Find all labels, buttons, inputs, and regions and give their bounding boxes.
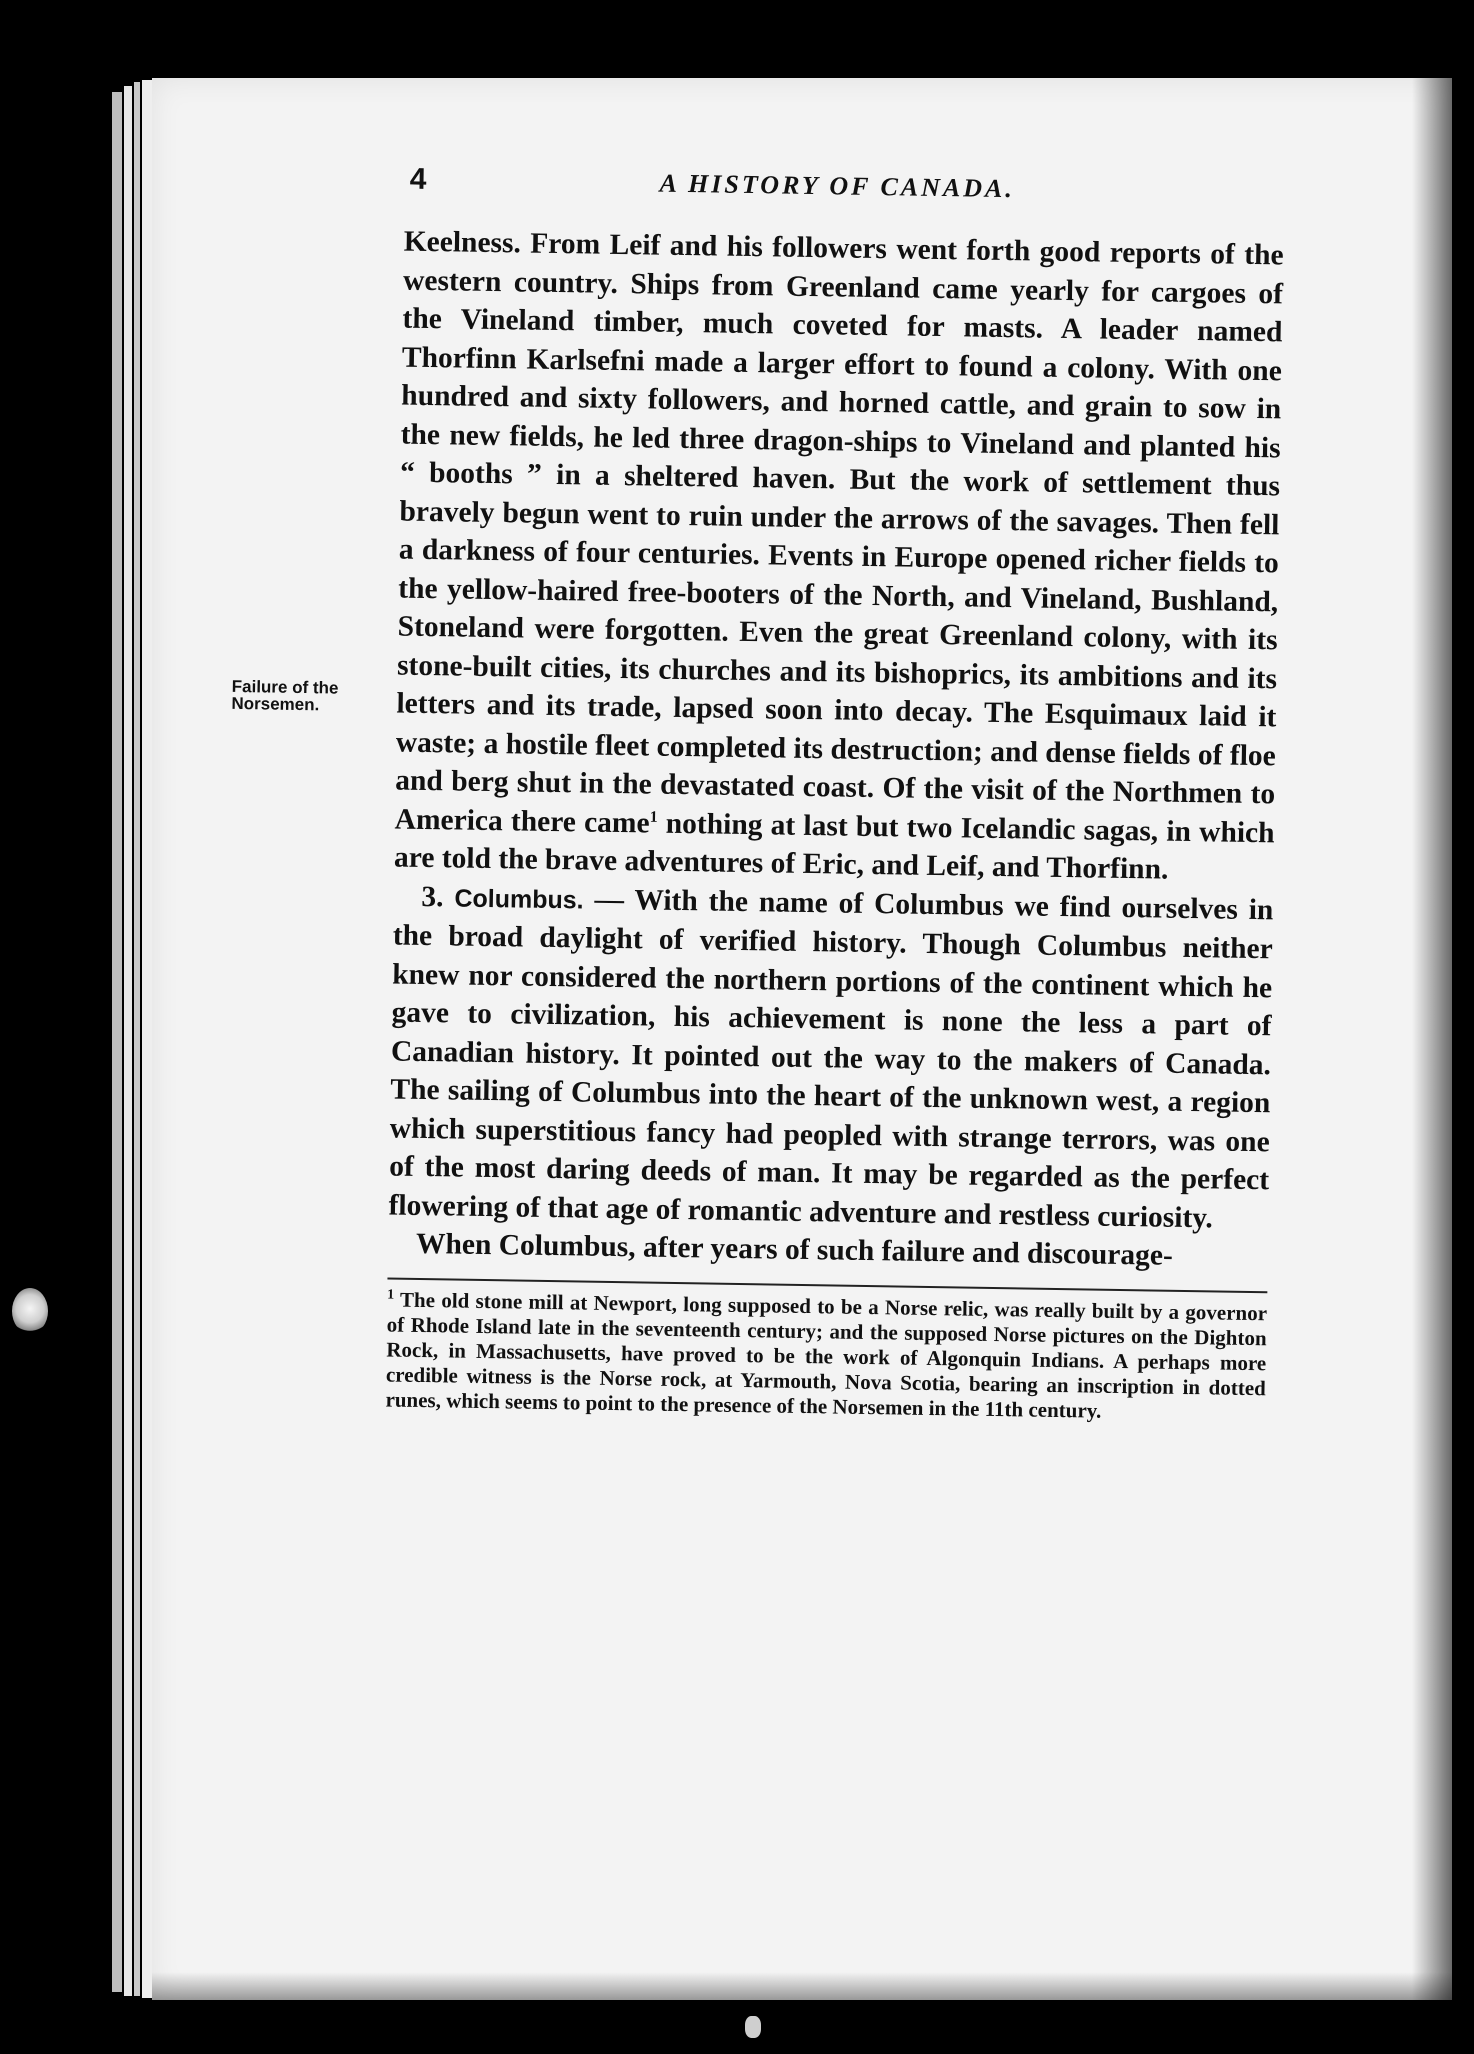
page-edge [124,86,132,1996]
page-edge [134,82,140,1996]
footnote [385,1287,1267,1426]
page-edge [112,92,122,1992]
margin-note [231,678,372,714]
margin-note-line: Norsemen. [231,693,320,715]
section-number: 3. [421,880,444,913]
paragraph [394,223,1284,891]
footnote-text: The old stone mill at Newport, long supposed to be a Norse relic, was really built by a governor of Rhode Island late in the seventeenth century; and the supposed Norse pictures on the Dighton Rock, in Massachusetts, have proved to be the work of Algonquin Indians. A perhaps more credible witness is the Norse rock, at Yarmouth, Nova Scotia, bearing an inscription in dotted runes, which seems to point to the presence of the Norsemen in the 11th century. [385,1287,1268,1423]
footnote-reference[interactable]: 1 [649,808,658,826]
page-edge [142,80,152,1998]
section-heading: Columbus. [454,883,584,914]
page-number: 4 [409,162,427,196]
paragraph [388,877,1273,1238]
scan-blemish [12,1288,48,1334]
margin-note-line: Failure of the [231,676,339,698]
page-header [239,160,1120,234]
gutter-shadow [1412,78,1452,2000]
footnote-mark: 1 [387,1286,395,1303]
paragraph-text: nothing at last but two Icelandic sagas, in which are told the brave adventures of Eric, and Leif, and Thorfinn. [393,807,1275,886]
body-text [231,223,1284,1277]
paragraph-text: — With the name of Columbus we find ourselves in the broad daylight of verified history. Though Columbus neither knew nor considered the northern portions of the continent which he gave to civilization, his achievement is none the less a part of Canadian history. It pointed out the way to the makers of Canada. The sailing of Columbus into the heart of the unknown west, a region which superstitious fancy had peopled with strange terrors, was one of the most daring deeds of man. It may be regarded as the perfect flowering of that age of romantic adventure and restless curiosity. [388,882,1274,1234]
running-head: A HISTORY OF CANADA. [659,168,1016,204]
paragraph-text: Keelness. From Leif and his followers went forth good reports of the western country. Ships from Greenland came yearly for cargoes of the Vineland timber, much coveted for masts. A leader named Thorfinn Karlsefni made a larger effort to found a colony. With one hundred and sixty followers, and horned cattle, and grain to sow in the new fields, he led three dragon-ships to Vineland and planted his “ booths ” in a sheltered haven. But the work of settlement thus bravely begun went to ruin under the arrows of the savages. Then fell a darkness of four centuries. Events in Europe opened richer fields to the yellow-haired free-booters of the North, and Vineland, Bushland, Stoneland were forgotten. Even the great Greenland colony, with its stone-built cities, its churches and its bishoprics, its ambitions and its letters and its trade, lapsed soon into decay. The Esquimaux laid it waste; a hostile fleet completed its destruction; and dense fields of floe and berg shut in the devastated coast. Of the visit of the Northmen to America there came [394,225,1284,840]
bottom-shadow [152,1972,1452,2000]
scan-speck [745,2016,761,2038]
page-content [220,160,1284,1423]
paragraph-text: When Columbus, after years of such failure and discourage- [415,1227,1174,1272]
